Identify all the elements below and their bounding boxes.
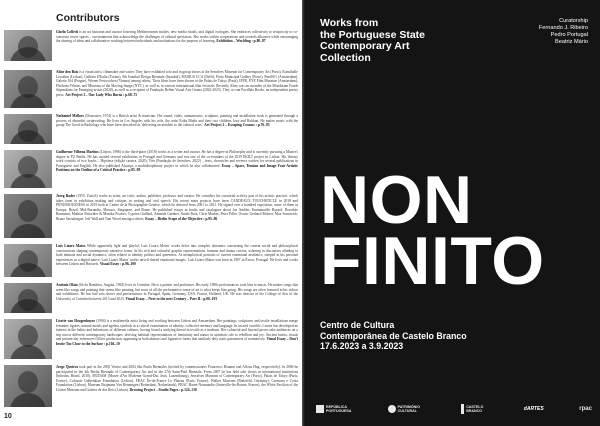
curator-name: Pedro Portugal bbox=[550, 32, 588, 38]
contributor-bio bbox=[56, 30, 298, 61]
contributor-portrait bbox=[4, 244, 52, 277]
contributor-bio bbox=[56, 150, 298, 188]
collection-title-line: the Portuguese State bbox=[320, 28, 426, 41]
exhibition-title bbox=[320, 162, 590, 299]
contributor-bio bbox=[56, 283, 298, 313]
contributor-text: took part in the 2003 Venice and 2004 São Paulo Biennales (invited by commissioners Francesco Bonami and Alfons Hug, respectively). In 2006 he participated in the 4th Berlin Biennale of Contemporary Art and in the 27th Saint-Paul Biennale. From 2007 he has held solo shows in international institutions (Inhotim, Brazil, 2010), MUDAM (Musée d'Art Moderne Grand-Duc Jean, Luxembourg), Serralves Museum of Contemporary Art (Porto), Palais de Tokyo (Paris, France), Calouste Gulbenkian Foundation (Lisbon), FRAC Île-de-France Le Plateau (Paris, France), Walker Museum (Bielefeld, Germany), Carmona e Costa Foundation (Lisbon), Museum Boijmans Van Beuningen (Rotterdam, Netherlands), FRAC Haute-Normandie (Sotteville-lès-Rouen, France), the White Pavilion of the Lisbon Museum and Galeria de dos Reis (Lisbon). bbox=[56, 365, 298, 392]
contributor-portrait bbox=[4, 30, 52, 61]
tower-mark-icon bbox=[461, 404, 464, 414]
contributor-name: António Olaio bbox=[56, 283, 78, 287]
contributor-name: Guilherme Vilhena Martins bbox=[56, 150, 99, 154]
contributor-portrait bbox=[4, 283, 52, 313]
contributor-bio bbox=[56, 70, 298, 108]
cover-page bbox=[306, 0, 600, 426]
contributor-name: Aline den Bois bbox=[56, 70, 79, 74]
curatorship-label: Curatorship bbox=[559, 18, 588, 24]
collection-title-line: Contemporary Art bbox=[320, 40, 410, 52]
exhibition-dates: 17.6.2023 a 3.9.2023 bbox=[320, 341, 404, 351]
contributor-bio bbox=[56, 319, 298, 359]
dartes-logo: dARTES bbox=[523, 406, 544, 412]
venue-block bbox=[320, 320, 580, 352]
contributor-text: is a visual artist, filmmaker and writer. They have exhibited solo and in group shows at the Serralves Museum for Contemporary Art (Porto), Kunsthalle Lissabon (Lisbon), Galleria D'Italia (Torino), 9th Istanbul Design Biennale (Istanbul), RADIUS CCA (Delft), Porto Municipal Gallery (Porto), PuntWG (Amsterdam), Galerie 164 (Prague), Wiener Festwochen (Vienna) among others. Their films have been shown at the Palais de Tokyo (Paris), IFFR, EYE Film Museum (Amsterdam), Platform Vilnius, and Museum of the Moving Image (NYC), as well as in various international film festivals. Recently Aline was an awardee of the Mondriaan Fonds Stipendium for Emerging artists (2020), as well as a recipient of Fundação Belém Visual Arts Grants (2022-2023). They co-run Pavilhão Books, an independent poetry press. bbox=[56, 70, 298, 97]
contributor-portrait bbox=[4, 194, 52, 238]
curator-name: Beatriz Mário bbox=[555, 39, 588, 45]
contributor-refs: Visual Essay – Next to the next Century – Part II : p.00–103 bbox=[125, 296, 218, 301]
contributor-text: While apparently light and playful, Luís Lizaro Matos' works delve into complex dynamics concerning the current social and philosophical constructions shaping contemporary narrative forms. In his rich and colourful graphic representations, humour and drama coexist, ushering in discourses alluding to both intimate and social dynamics, often related to identity politics and queerness. As metaphorical portraits of current communal aesthetics, steeped in his personal experiences as a digital native, Luís Lizaro Matos' works unveil shared emotional images. Luís Lizaro Matos was born in 1987 in Évora, Portugal. He lives and works between Lisbon and Brussels. bbox=[56, 244, 298, 267]
contributor-text: (Lisbon, 1996) is the third-place (2018) works as a writer and curator. He has a degree in Philosophy and is currently pursuing a Master's degree at FU Berlin. He has curated several exhibitions in Portugal and Germany and was one of the co-founders of the 2019 EKILT project in Lisbon. His literary work consists of two books – Hipótese (edição caseira, 2020), Viés (Fundação de Serralves, 2022) – texts, chronicles and reviews written for several publications in Portuguese and English. He also published Alcança, a multidisciplinary project in which he also collaborated. bbox=[56, 150, 298, 168]
contributor-portrait bbox=[4, 150, 52, 188]
venue-name-line: Contemporânea de Castelo Branco bbox=[320, 330, 467, 341]
contributor-refs: Art Project 2 – Escaping Cosmos : p.76–83 bbox=[204, 123, 270, 128]
flag-mark-icon bbox=[316, 405, 324, 413]
rpac-logo: rpac bbox=[579, 406, 592, 412]
contributor-refs: Visual Essay : p.96–100 bbox=[99, 262, 136, 267]
contributor-name: Jorge Queiroz bbox=[56, 365, 79, 369]
seal-mark-icon bbox=[388, 405, 396, 413]
patrimonio-cultural-logo: PATRIMÓNIO CULTURAL bbox=[388, 405, 426, 413]
contributor-text: (1994) is a multimedia artist living and working between Lisbon and Amsterdam. Her paintings, sculptures and textile installations merge feminine figures, natural motifs and ageless symbols in a critical examination of identity, collective memory and language. In an arid crucible, Lisette has developed an interest in the habits and behaviours of different cultures, having found a unifying thread in textile as a medium. Her colourful and layered pieces take audiences on a trip across different contemporary landscapes, deriving habitual representations of femininity and nature in animistic ode to rebellion and joy. Ancient beasts, rituals and present-day references fill her production, appearing in both abstract and figurative forms that similarly defy static parameters of normativity. bbox=[56, 319, 298, 342]
contributor-portrait bbox=[4, 70, 52, 108]
contributor-entry bbox=[4, 70, 298, 108]
contributor-name: Luís Lizaro Matos bbox=[56, 244, 86, 248]
contributor-bio bbox=[56, 365, 298, 407]
page-number: 10 bbox=[4, 413, 12, 420]
contributor-entry bbox=[4, 114, 298, 144]
contributor-refs: Exhibition – Worlding : p.80–87 bbox=[216, 39, 266, 44]
contributor-text: is an art historian and curator fostering Mediterranean studies, new media rituals, and digital ecologies. She embraces collectivity to reciprocity to co-construct fewer spaces – environments that acknowledge the challenges of cultural spectators. She works within cooperations and towards alliances while encouraging the sharing of ideas and collaborative working between individuals and institutions for the purpose of learning. bbox=[56, 30, 298, 44]
contributor-refs: Drawing Project – Studio Pages : p.124–130 bbox=[129, 387, 197, 392]
collection-title bbox=[320, 18, 480, 64]
contributor-entry bbox=[4, 30, 298, 61]
exhibition-title-line: NON bbox=[320, 162, 473, 238]
contributor-text: (Doncaster, 1974) is a British artist & musician. His sound, video, animatronics, sculpture, painting and installation work is generated through a process of absurdist scriptwriting. He lives in Los Angeles with his wife, the artist Erika Mutlu and their two children, Izzy and Rokkan. He makes music with the group The Good in Radiology who have been described as 'delivering an antidote to the cultural wars'. bbox=[56, 114, 298, 128]
venue-name-line: Centro de Cultura bbox=[320, 320, 395, 330]
contributor-entry bbox=[4, 244, 298, 277]
contributor-name: Nathaniel Mellors bbox=[56, 114, 84, 118]
contributor-entry bbox=[4, 319, 298, 359]
page-title: Contributors bbox=[56, 12, 120, 24]
contributor-portrait bbox=[4, 365, 52, 407]
contributor-bio bbox=[56, 114, 298, 144]
partner-logos bbox=[316, 400, 592, 418]
republica-portuguesa-logo: REPÚBLICA PORTUGUESA bbox=[316, 405, 352, 413]
contributor-entry bbox=[4, 150, 298, 188]
contributor-refs: Visual Essay – Don't Invite Too Close to the Surface : p.104–10 bbox=[56, 337, 298, 346]
contributor-entry bbox=[4, 365, 298, 407]
curatorship-block bbox=[478, 18, 588, 46]
contributor-name: Gisela Colletti bbox=[56, 30, 79, 34]
contributor-refs: Art Project I – Our Lady Who Burns : p.68–75 bbox=[65, 92, 138, 97]
contributor-refs: Essay – Space, Tension and Image Four Artistic Positions on the Outline of a Critical Practice : p.85–99 bbox=[56, 163, 298, 173]
exhibition-title-line: FINITO bbox=[320, 223, 545, 299]
collection-title-line: Works from bbox=[320, 17, 379, 29]
contributor-portrait bbox=[4, 114, 52, 144]
contributor-entry bbox=[4, 283, 298, 313]
contributor-refs: Essay – Berlin Scope of the Objective : p.95–96 bbox=[145, 216, 218, 221]
curator-name: Fernando J. Ribeiro bbox=[538, 25, 588, 31]
contributor-bio bbox=[56, 244, 298, 277]
contributor-text: (1955, Zurich) works as artist, art critic, author, publisher, professor and curator. He considers his curatorial activity part of his artistic practice, which takes form in exhibition making and critique, in writing and oral speech. His recent main projects have been CANDEAUX TOUCHSTICLE in 2018 and PENURIOUSNESS in 2019 both at Centre de la Photographie Genève, which he directed from 2001 to 2021. He signed over a hundred exposition, some of them in Europe, Brazil, Mid-Burundia, Monaco, Singapore, and Rome. He published essays in books and catalogues about Joe Ambler, Emmanuelle Bayard, Dorothée Baumann, Mathias Bräschler & Monika Fischer, Cyprien Gaillard, Amanda Gardner, Anahi Ruiz, Chris Marker, Peter Piller, Ovum, Gerhard Richter, Max Sonnreich, Bruno Serralongue, Jeff Wall and Tom Wood amongst others. bbox=[56, 194, 298, 221]
contributor-name: Joerg Bader bbox=[56, 194, 76, 198]
contributor-entry bbox=[4, 194, 298, 238]
contributor-portrait bbox=[4, 319, 52, 359]
contributor-bio bbox=[56, 194, 298, 238]
castelo-branco-logo: CASTELO BRANCO bbox=[461, 404, 488, 414]
collection-title-line: Collection bbox=[320, 51, 371, 64]
contributor-name: Lisette van Hoogenhuyze bbox=[56, 319, 95, 323]
contributor-text: (Sá da Bandeira, Angola, 1963) lives in Coimbra. He is a painter and performer. His early 1980s performances took him to music. He makes songs that seem like songs and painting that seems like painting, but most of all the performative sense of art is what keeps him going. His songs are often featured in his videos and exhibitions. He has had solo shows and performances in Portugal, Spain, Germany, USA, France, Holland, UK. He was director of the College of Arts of the University of Coimbra between 2013 and 2023. bbox=[56, 283, 298, 301]
